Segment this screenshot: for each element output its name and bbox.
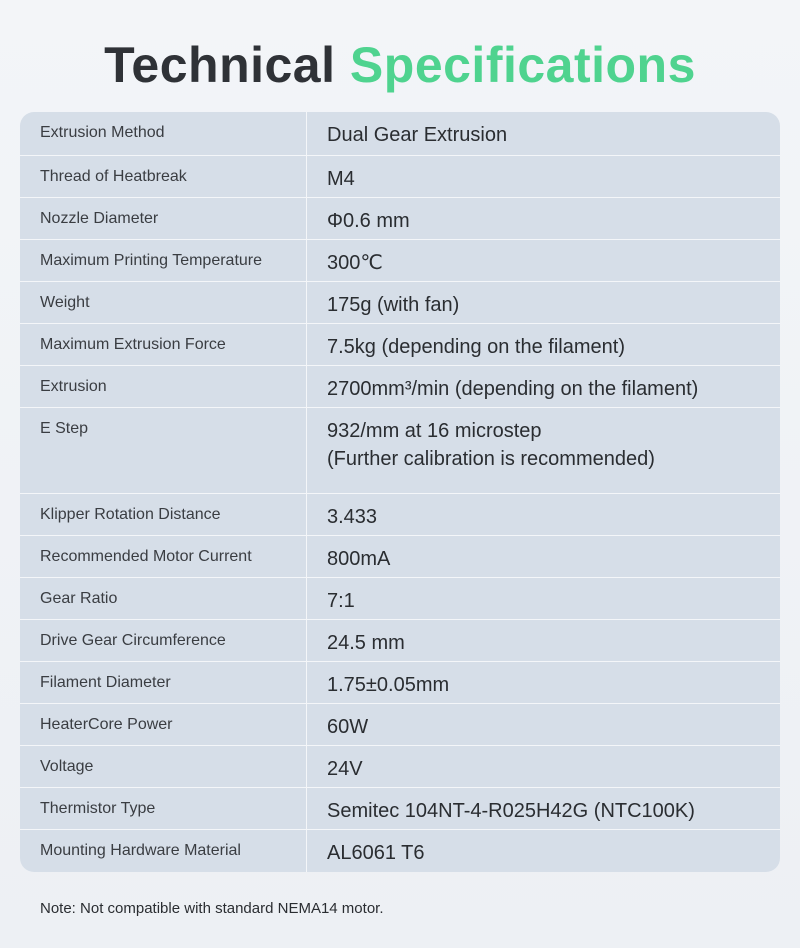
spec-value-line-1: 932/mm at 16 microstep bbox=[327, 420, 542, 442]
spec-label: Mounting Hardware Material bbox=[20, 830, 307, 872]
spec-label: Recommended Motor Current bbox=[20, 536, 307, 577]
spec-row bbox=[20, 112, 780, 156]
spec-value: 24V bbox=[327, 758, 363, 780]
spec-value: 7.5kg (depending on the filament) bbox=[327, 336, 625, 358]
spec-value: 3.433 bbox=[327, 506, 378, 528]
spec-row bbox=[20, 282, 780, 324]
spec-row bbox=[20, 324, 780, 366]
spec-value-line-2: (Further calibration is recommended) bbox=[327, 448, 655, 470]
spec-label: Maximum Extrusion Force bbox=[20, 324, 307, 365]
spec-label: Voltage bbox=[20, 746, 307, 787]
spec-label: Extrusion Method bbox=[20, 112, 307, 155]
specs-table bbox=[20, 112, 780, 872]
spec-value: 2700mm³/min (depending on the filament) bbox=[327, 378, 699, 400]
spec-label: Nozzle Diameter bbox=[20, 198, 307, 239]
spec-value: 7:1 bbox=[327, 590, 355, 612]
spec-row bbox=[20, 536, 780, 578]
spec-value: Semitec 104NT-4-R025H42G (NTC100K) bbox=[327, 800, 695, 822]
spec-row bbox=[20, 662, 780, 704]
spec-label: HeaterCore Power bbox=[20, 704, 307, 745]
spec-row bbox=[20, 830, 780, 872]
spec-row bbox=[20, 704, 780, 746]
spec-row bbox=[20, 408, 780, 494]
spec-label: Drive Gear Circumference bbox=[20, 620, 307, 661]
spec-row bbox=[20, 494, 780, 536]
spec-value: 1.75±0.05mm bbox=[327, 674, 450, 696]
spec-row bbox=[20, 240, 780, 282]
spec-label: Thermistor Type bbox=[20, 788, 307, 829]
spec-row bbox=[20, 788, 780, 830]
spec-label: Klipper Rotation Distance bbox=[20, 494, 307, 535]
spec-label: Weight bbox=[20, 282, 307, 323]
spec-value: AL6061 T6 bbox=[327, 842, 425, 864]
spec-value bbox=[307, 408, 780, 493]
spec-value: M4 bbox=[327, 168, 355, 190]
spec-value: Φ0.6 mm bbox=[327, 210, 410, 232]
spec-value: 300℃ bbox=[327, 252, 383, 274]
spec-label: Maximum Printing Temperature bbox=[20, 240, 307, 281]
spec-value: 24.5 mm bbox=[327, 632, 405, 654]
spec-value: 800mA bbox=[327, 548, 391, 570]
spec-value: Dual Gear Extrusion bbox=[327, 124, 508, 146]
spec-value: 60W bbox=[327, 716, 369, 738]
spec-row bbox=[20, 578, 780, 620]
spec-row bbox=[20, 366, 780, 408]
title-part-2: Specifications bbox=[349, 37, 696, 93]
spec-label: Thread of Heatbreak bbox=[20, 156, 307, 197]
spec-label: E Step bbox=[20, 408, 307, 493]
spec-row bbox=[20, 746, 780, 788]
title-part-1: Technical bbox=[104, 37, 336, 93]
spec-label: Filament Diameter bbox=[20, 662, 307, 703]
spec-row bbox=[20, 620, 780, 662]
spec-label: Gear Ratio bbox=[20, 578, 307, 619]
spec-value: 175g (with fan) bbox=[327, 294, 460, 316]
compatibility-note: Note: Not compatible with standard NEMA14 motor. bbox=[40, 900, 384, 917]
spec-row bbox=[20, 198, 780, 240]
spec-row bbox=[20, 156, 780, 198]
page-title bbox=[0, 36, 800, 94]
spec-label: Extrusion bbox=[20, 366, 307, 407]
